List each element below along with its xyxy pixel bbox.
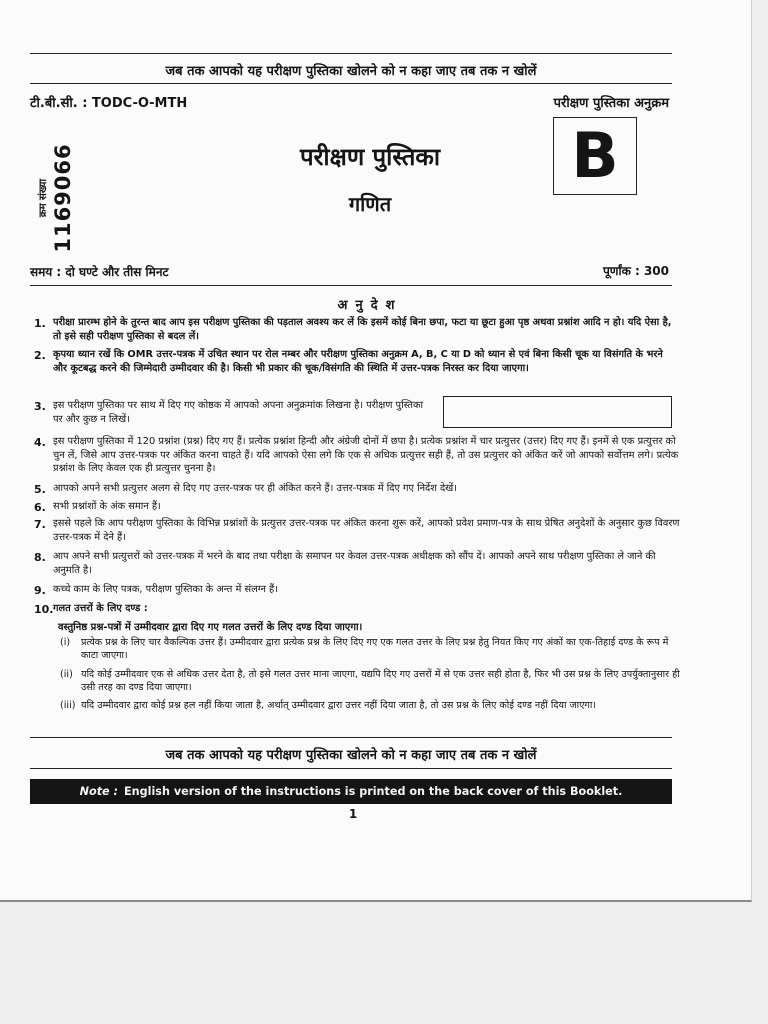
booklet-series-box: [553, 117, 637, 195]
max-marks: पूर्णांक : 300: [602, 264, 669, 278]
instruction-item: [30, 482, 680, 496]
instruction-number: 6.: [34, 501, 46, 514]
instruction-item: [30, 435, 680, 476]
header-divider: [30, 285, 672, 286]
serial-label: क्रम संख्या: [38, 178, 49, 218]
booklet-series-letter: B: [571, 119, 619, 192]
instruction-text: सभी प्रश्नांशों के अंक समान हैं।: [53, 501, 161, 512]
warning-top: जब तक आपको यह परीक्षण पुस्तिका खोलने को न कहा जाए तब तक न खोलें: [165, 64, 537, 79]
instruction-item: [30, 348, 680, 375]
warning-top-underline: [30, 83, 672, 84]
instruction-number: 10.: [34, 603, 54, 616]
page-title: परीक्षण पुस्तिका: [299, 143, 441, 171]
instruction-text: इस परीक्षण पुस्तिका पर साथ में दिए गए कोष्ठक में आपको अपना अनुक्रमांक लिखना है। परीक्षण पुस्तिका पर और कुछ न लिखें।: [53, 400, 424, 425]
instruction-number: 8.: [34, 551, 46, 564]
instruction-item: [30, 517, 680, 544]
penalty-subitem-number: (i): [60, 637, 71, 648]
penalty-subitem-text: यदि कोई उम्मीदवार एक से अधिक उत्तर देता है, तो इसे गलत उत्तर माना जाएगा, यद्यपि दिए गए उत्तरों में से एक उत्तर सही होता है, फिर भी उस प्रश्न के लिए उपर्युक्तानुसार ही उसी तरह का दण्ड दिया जाएगा।: [81, 669, 680, 694]
penalty-subitem: [53, 668, 681, 695]
instructions-heading: अनुदेश: [337, 298, 403, 313]
penalty-subitem-number: (ii): [60, 669, 73, 680]
instruction-number: 4.: [34, 436, 46, 449]
note-label: Note :: [79, 785, 119, 798]
penalty-subitem-text: प्रत्येक प्रश्न के लिए चार वैकल्पिक उत्तर हैं। उम्मीदवार द्वारा प्रत्येक प्रश्न के लिए दिए गए एक गलत उत्तर के लिए प्रश्न हेतु नियत किए गए अंकों का एक-तिहाई दण्ड के रूप में काटा जाएगा।: [81, 637, 669, 662]
roll-number-box[interactable]: [443, 396, 672, 428]
instruction-number: 1.: [34, 317, 46, 330]
bottom-rule-upper: [30, 737, 672, 738]
instruction-text: गलत उत्तरों के लिए दण्ड :: [53, 603, 148, 614]
instruction-number: 9.: [34, 584, 46, 597]
serial-number: 1169066: [51, 143, 75, 253]
tbc-code: टी.बी.सी. : TODC-O-MTH: [30, 96, 188, 111]
instruction-text: परीक्षा प्रारम्भ होने के तुरन्त बाद आप इस परीक्षण पुस्तिका की पड़ताल अवश्य कर लें कि इसमें कोई बिना छपा, फटा या छूटा हुआ पृष्ठ अथवा प्रश्नांश आदि न हो। यदि ऐसा है, तो इसे सही परीक्षण पुस्तिका से बदल लें।: [53, 317, 672, 342]
exam-duration: समय : दो घण्टे और तीस मिनट: [30, 265, 169, 279]
instruction-text: कच्चे काम के लिए पत्रक, परीक्षण पुस्तिका के अन्त में संलग्न हैं।: [53, 584, 278, 595]
penalty-subitem: [53, 636, 681, 663]
instruction-item: [30, 399, 430, 426]
instruction-text: आप अपने सभी प्रत्युत्तरों को उत्तर-पत्रक में भरने के बाद तथा परीक्षा के समापन पर केवल उत्तर-पत्रक अधीक्षक को सौंप दें। आपको अपने साथ परीक्षण पुस्तिका ले जाने की अनुमति है।: [53, 551, 656, 576]
subject-title: गणित: [348, 192, 392, 216]
bottom-rule-lower: [30, 768, 672, 769]
serial-number-block: [26, 143, 84, 253]
english-version-note: [30, 779, 672, 804]
instruction-text: इससे पहले कि आप परीक्षण पुस्तिका के विभिन्न प्रश्नांशों के प्रत्युत्तर उत्तर-पत्रक पर अंकित करना शुरू करें, आपको प्रवेश प्रमाण-पत्र के साथ प्रेषित अनुदेशों के अनुसार कुछ विवरण उत्तर-पत्रक में देने हैं।: [53, 518, 680, 543]
note-text: English version of the instructions is printed on the back cover of this Booklet.: [124, 785, 623, 798]
top-rule: [30, 53, 672, 54]
instruction-item: [30, 500, 680, 514]
page-number: 1: [348, 807, 358, 821]
instruction-item: [30, 316, 680, 343]
instruction-number: 5.: [34, 483, 46, 496]
instruction-text: इस परीक्षण पुस्तिका में 120 प्रश्नांश (प्रश्न) दिए गए हैं। प्रत्येक प्रश्नांश हिन्दी और अंग्रेजी दोनों में छपा है। प्रत्येक प्रश्नांश में चार प्रत्युत्तर (उत्तर) दिए गए हैं। इनमें से एक प्रत्युत्तर को चुन लें, जिसे आप उत्तर-पत्रक पर अंकित करना चाहते हैं। यदि आपको ऐसा लगे कि एक से अधिक प्रत्युत्तर सही हैं, तो उस प्रत्युत्तर को अंकित करें जो आपको सर्वोत्तम लगे। प्रत्येक प्रश्नांश के लिए केवल एक ही प्रत्युत्तर चुनना है।: [53, 436, 679, 475]
penalty-subitem: [53, 699, 681, 712]
instruction-text: आपको अपने सभी प्रत्युत्तर अलग से दिए गए उत्तर-पत्रक पर ही अंकित करने हैं। उत्तर-पत्रक में दिए गए निर्देश देखें।: [53, 483, 457, 494]
instruction-number: 3.: [34, 400, 46, 413]
penalty-subitem-text: यदि उम्मीदवार द्वारा कोई प्रश्न हल नहीं किया जाता है, अर्थात् उम्मीदवार द्वारा उत्तर नहीं दिया जाता है, तो उस प्रश्न के लिए कोई दण्ड नहीं दिया जाएगा।: [81, 700, 596, 711]
booklet-sequence-label: परीक्षण पुस्तिका अनुक्रम: [553, 96, 669, 111]
instruction-item: [30, 602, 680, 616]
instruction-item: [30, 550, 680, 577]
instruction-text: कृपया ध्यान रखें कि OMR उत्तर-पत्रक में उचित स्थान पर रोल नम्बर और परीक्षण पुस्तिका अनुक्रम A, B, C या D को ध्यान से एवं बिना किसी चूक या विसंगति के भरने और कूटबद्ध करने की जिम्मेदारी उम्मीदवार की है। किसी भी प्रकार की चूक/विसंगति की स्थिति में उत्तर-पत्रक निरस्त कर दिया जाएगा।: [53, 349, 663, 374]
penalty-lead: वस्तुनिष्ठ प्रश्न-पत्रों में उम्मीदवार द्वारा दिए गए गलत उत्तरों के लिए दण्ड दिया जाएगा।: [58, 622, 363, 633]
instruction-number: 2.: [34, 349, 46, 362]
warning-bottom: जब तक आपको यह परीक्षण पुस्तिका खोलने को न कहा जाए तब तक न खोलें: [165, 748, 537, 763]
instruction-item: [30, 583, 680, 597]
instruction-number: 7.: [34, 518, 46, 531]
penalty-subitem-number: (iii): [60, 700, 76, 711]
